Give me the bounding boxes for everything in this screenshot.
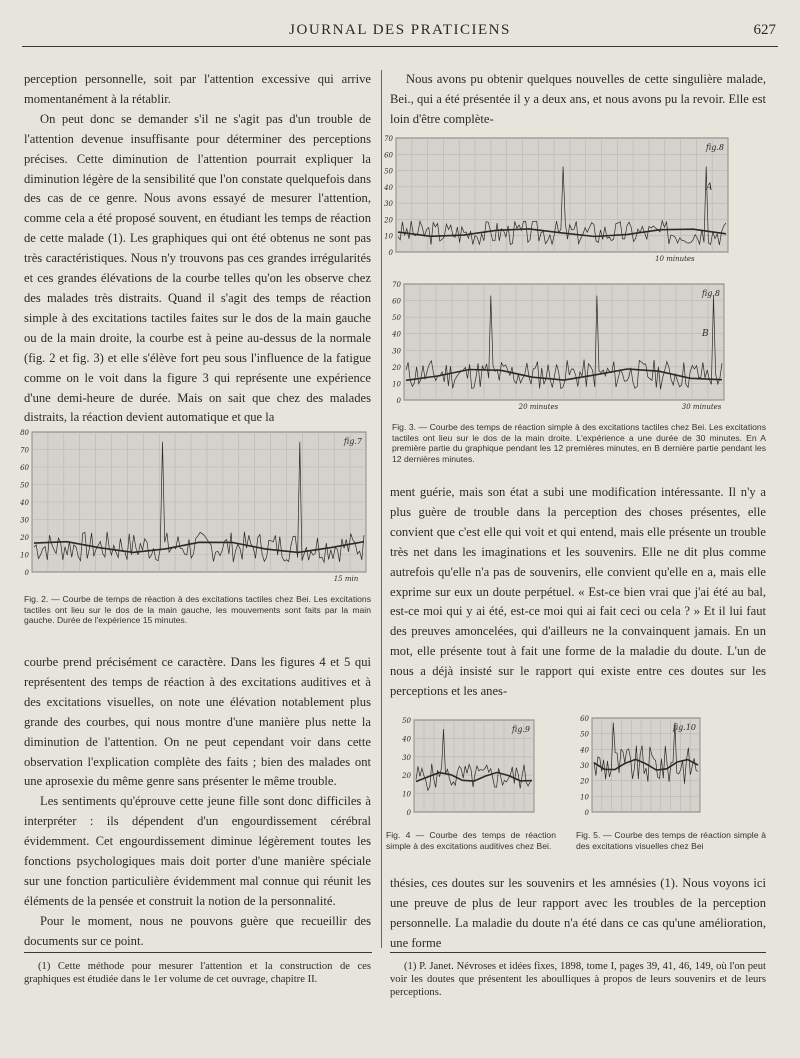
journal-title: JOURNAL DES PRATICIENS	[289, 22, 511, 38]
figure-4-caption: Fig. 4 — Courbe des temps de réaction simple à des excitations auditives chez Bei.	[386, 830, 556, 851]
y-tick-label: 50	[580, 730, 589, 739]
y-tick-label: 50	[384, 167, 393, 176]
y-tick-label: 40	[402, 735, 411, 744]
figure-2-caption: Fig. 2. — Courbe de temps de réaction à des excitations tactiles chez Bei. Les excitations tactiles ont lieu sur le dos de la main gauche, les mouvements sont faits par la main gauche. Durée de l'expérience 15 minutes.	[24, 594, 371, 626]
paragraph: Les sentiments qu'éprouve cette jeune fille sont donc difficiles à interpréter : ils dépendent d'un engourdissement cérébral évidemment. Cet engourdissement diminue légèrement toutes les fonctions psychologiques mais doit porter d'une manière spéciale sur une fonction particulière évidemment mal connue qui réunit les éléments de la pensée et construit la notion de la personnalité.	[24, 794, 371, 908]
paragraph: ment guérie, mais son état a subi une modification intéressante. Il n'y a plus guère de trouble dans la perception des choses présentes, elle convient que c'est elle qui voit et qui entend, mais elle présente un trouble très net dans les imaginations et les souvenirs. Elle ne dit plus comme autrefois qu'elle n'a pas de souvenirs, elle convient qu'elle en a, mais elle exprime sur eux un doute perpétuel. « Est-ce bien vrai que j'ai été au bal, est-ce moi qui y ai été, est-ce moi qui ai fait ceci ou cela ? » Et il lui faut des preuves amoncelées, qui d'ailleurs ne la convainquent jamais. En un mot, elle présente tout à fait une forme de la maladie du doute. L'un de nous a déjà insisté sur le rapport qui existe entre ces doutes sur les perceptions et les anes-	[390, 485, 766, 699]
y-tick-label: 30	[20, 516, 29, 525]
curve-marker: B	[702, 329, 709, 340]
figure-3a-graph	[374, 134, 734, 266]
y-tick-label: 20	[392, 363, 401, 372]
y-tick-label: 20	[402, 772, 411, 781]
y-tick-label: 0	[584, 809, 589, 817]
right-column-middle	[390, 483, 766, 711]
reaction-time-chart	[386, 280, 728, 414]
figure-label: fig.7	[343, 437, 362, 446]
reaction-time-chart	[574, 714, 704, 820]
paragraph: courbe prend précisément ce caractère. Dans les figures 4 et 5 qui représentent des temps de réaction à des excitations auditives et à des excitations visuelles, on note une élévation notablement plus grande des courbes, qui nous montre d'une manière plus nette la diminution de l'attention. On ne peut cependant voir dans cette observation l'explication complète des faits ; bien des malades ont une aprosexie du même genre sans présenter le même trouble.	[24, 655, 371, 789]
y-tick-label: 30	[384, 200, 393, 209]
footnote-rule	[390, 952, 766, 953]
y-tick-label: 20	[384, 216, 393, 225]
reaction-time-chart	[10, 428, 372, 586]
time-label: 30 minutes	[681, 403, 722, 411]
time-label: 20 minutes	[518, 403, 559, 411]
running-header	[24, 20, 776, 42]
y-tick-label: 50	[20, 481, 29, 490]
y-tick-label: 20	[20, 534, 29, 542]
y-tick-label: 40	[392, 330, 401, 339]
figure-label: fig.9	[511, 725, 530, 734]
y-tick-label: 30	[392, 347, 401, 356]
paragraph: Nous avons pu obtenir quelques nouvelles de cette singulière malade, Bei., qui a été présentée il y a deux ans, et nous avons pu la revoir. Elle est loin d'être complète-	[390, 72, 766, 126]
figure-5-graph	[574, 714, 704, 820]
y-tick-label: 10	[384, 232, 393, 241]
y-tick-label: 80	[20, 429, 29, 437]
figure-3-caption: Fig. 3. — Courbe des temps de réaction simple à des excitations tactiles chez Bei. Les excitations tactiles ont lieu sur le dos de la main droite. L'expérience a une durée de 30 minutes. En A première partie du graphique pendant les 12 premières minutes, en B dernière partie pendant les 12 dernières minutes.	[392, 422, 766, 464]
reaction-time-chart	[374, 134, 734, 266]
y-tick-label: 30	[580, 762, 589, 770]
footnote-text: (1) P. Janet. Névroses et idées fixes, 1898, tome I, pages 39, 41, 46, 149, où l'on peut voir les doutes que présentent les aboulliques à propos de leurs souvenirs et de leurs perceptions.	[390, 961, 766, 998]
y-tick-label: 0	[396, 397, 401, 405]
y-tick-label: 30	[402, 753, 411, 762]
figure-label: fig.10	[672, 723, 696, 732]
y-tick-label: 50	[392, 314, 401, 323]
y-tick-label: 70	[384, 135, 393, 143]
y-tick-label: 10	[580, 793, 589, 802]
figure-5-caption: Fig. 5. — Courbe des temps de réaction simple à des excitations visuelles chez Bei	[576, 830, 766, 851]
footnote-text: (1) Cette méthode pour mesurer l'attention et la construction de ces graphiques est étudiée dans le 1er volume de cet ouvrage, chapitre II.	[24, 961, 371, 985]
y-tick-label: 10	[402, 790, 411, 799]
y-tick-label: 40	[580, 746, 589, 755]
figure-2-graph	[10, 428, 372, 586]
right-column-top	[390, 70, 766, 132]
footnote-left	[24, 960, 371, 1004]
y-tick-label: 0	[406, 809, 411, 817]
time-label: 15 min	[333, 575, 359, 583]
paragraph: thésies, ces doutes sur les souvenirs et les amnésies (1). Nous voyons ici une preuve de plus de leur rapport avec les troubles de la perception personnelle. La maladie du doute n'a été dans ce cas qu'une amélioration, une forme	[390, 876, 766, 950]
figure-label: fig.8	[705, 143, 724, 152]
y-tick-label: 60	[580, 715, 589, 723]
y-tick-label: 10	[20, 551, 29, 560]
left-column-bottom	[24, 653, 371, 948]
page-number: 627	[753, 22, 776, 38]
right-column-bottom	[390, 874, 766, 950]
paragraph: Pour le moment, nous ne pouvons guère que recueillir des documents sur ce point.	[24, 913, 371, 948]
y-tick-label: 60	[392, 297, 401, 306]
y-tick-label: 60	[20, 464, 29, 472]
y-tick-label: 60	[384, 151, 393, 160]
y-tick-label: 50	[402, 717, 411, 725]
left-column-top	[24, 70, 371, 425]
paragraph: On peut donc se demander s'il ne s'agit pas d'un trouble de l'attention devenue insuffisante pour déterminer des perceptions précises. Cette diminution de l'attention pourrait expliquer la diminution légère de la sensibilité que l'on constate quelquefois dans des cas de ce genre. Nous avons essayé de mesurer l'attention, comme cela a été proposé souvent, en étudiant les temps de réaction de cette malade (1). Les graphiques qui ont été obtenus ne sont pas très caractéristiques. Nous n'y trouvons pas ces grandes irrégularités et ces grandes élévations de la courbe telles qu'on les observe chez des malades très distraits. Quand il s'agit des temps de réaction simple à des excitations tactiles faites sur le dos de la main gauche ou de la main droite, la courbe est à peine au-dessus de la normale (fig. 2 et fig. 3) et elle s'élève fort peu sous l'influence de la fatigue comme on le voit dans la figure 3 qui représente une expérience d'une demi-heure de durée. Mais on sait que chez des malades distraits, la réaction devient automatique et que la	[24, 111, 371, 425]
figure-4-graph	[396, 716, 538, 820]
y-tick-label: 20	[580, 777, 589, 786]
paragraph: perception personnelle, soit par l'attention excessive qui arrive momentanément à la rétablir.	[24, 72, 371, 106]
y-tick-label: 0	[24, 569, 29, 577]
footnote-rule	[24, 952, 372, 953]
y-tick-label: 0	[388, 249, 393, 257]
footnote-right	[390, 960, 766, 1004]
y-tick-label: 10	[392, 380, 401, 389]
y-tick-label: 70	[392, 281, 401, 289]
reaction-time-chart	[396, 716, 538, 820]
y-tick-label: 70	[20, 446, 29, 455]
curve-marker: A	[706, 182, 713, 193]
figure-3b-graph	[386, 280, 728, 414]
time-label: 10 minutes	[655, 255, 695, 263]
header-rule	[22, 46, 778, 47]
y-tick-label: 40	[384, 183, 393, 192]
figure-label: fig.8	[701, 289, 720, 298]
y-tick-label: 40	[20, 499, 29, 507]
